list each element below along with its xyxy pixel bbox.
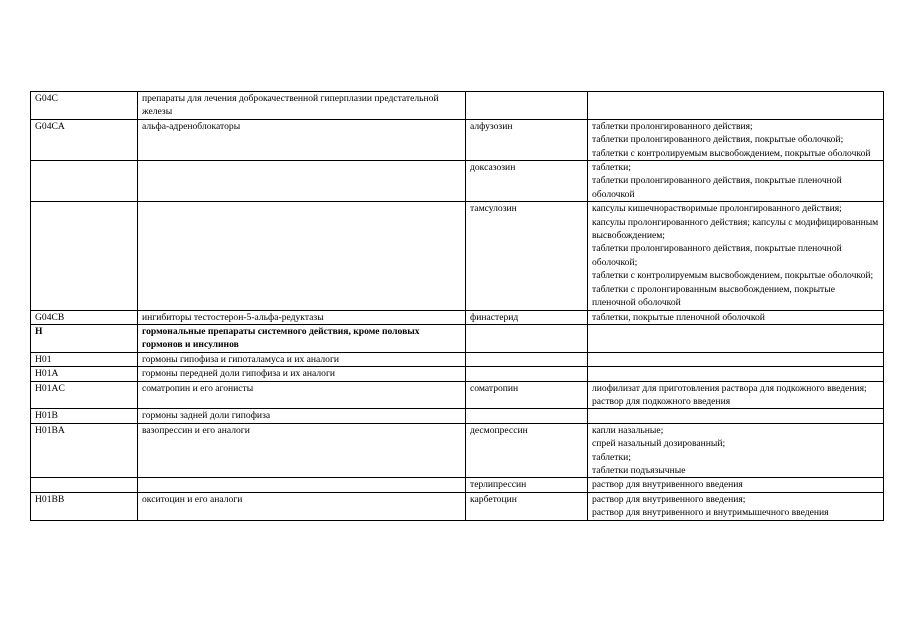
atc-code-cell (31, 161, 138, 202)
dosage-form-line: таблетки с пролонгированным высвобождением, покрытые пленочной оболочкой (592, 283, 835, 309)
dosage-form-line: таблетки с контролируемым высвобождением, покрытые оболочкой; (592, 270, 874, 282)
dosage-form-line: таблетки подъязычные (592, 464, 686, 476)
table-row (31, 492, 884, 520)
group-name-cell: препараты для лечения доброкачественной гиперплазии предстательной железы (138, 92, 466, 120)
group-name-cell: окситоцин и его аналоги (138, 492, 466, 520)
group-name-cell (138, 161, 466, 202)
dosage-forms-cell (588, 310, 884, 324)
drug-name-cell: соматропин (466, 381, 588, 409)
dosage-form-line: раствор для внутривенного и внутримышечного введения (592, 507, 829, 519)
group-name-cell: вазопрессин и его аналоги (138, 423, 466, 478)
dosage-forms-cell (588, 381, 884, 409)
table-row (31, 423, 884, 478)
dosage-forms-cell (588, 478, 884, 492)
dosage-forms-cell (588, 119, 884, 160)
drug-classification-table (30, 91, 884, 521)
group-name-cell: гормоны передней доли гипофиза и их аналоги (138, 367, 466, 381)
drug-name-cell: тамсулозин (466, 202, 588, 310)
group-name-cell: альфа-адреноблокаторы (138, 119, 466, 160)
drug-name-cell: финастерид (466, 310, 588, 324)
table-row (31, 202, 884, 310)
table-row (31, 324, 884, 352)
table-row (31, 381, 884, 409)
group-name-cell (138, 478, 466, 492)
drug-name-cell: доксазозин (466, 161, 588, 202)
dosage-form-line: раствор для подкожного введения (592, 395, 731, 407)
drug-name-cell: десмопрессин (466, 423, 588, 478)
dosage-forms-cell (588, 161, 884, 202)
dosage-form-line: таблетки пролонгированного действия, покрытые оболочкой; (592, 134, 844, 146)
atc-code-cell: H01A (31, 367, 138, 381)
drug-name-cell (466, 367, 588, 381)
dosage-form-line: таблетки; (592, 451, 631, 463)
dosage-forms-cell (588, 324, 884, 352)
atc-code-cell: H01AC (31, 381, 138, 409)
table-row (31, 352, 884, 366)
group-name-cell (138, 202, 466, 310)
table-row (31, 161, 884, 202)
dosage-form-line: лиофилизат для приготовления раствора для подкожного введения; (592, 382, 867, 394)
drug-name-cell (466, 92, 588, 120)
group-name-cell: гормоны гипофиза и гипоталамуса и их аналоги (138, 352, 466, 366)
atc-code-cell: H01B (31, 409, 138, 423)
dosage-form-line: таблетки пролонгированного действия, покрытые пленочной оболочкой (592, 175, 842, 200)
atc-code-cell: G04CA (31, 119, 138, 160)
dosage-forms-cell (588, 492, 884, 520)
dosage-forms-cell (588, 423, 884, 478)
drug-name-cell: карбетоцин (466, 492, 588, 520)
atc-code-cell: H01BA (31, 423, 138, 478)
atc-code-cell: G04CB (31, 310, 138, 324)
table-row (31, 92, 884, 120)
dosage-forms-cell (588, 92, 884, 120)
atc-code-cell: H01 (31, 352, 138, 366)
dosage-form-line: таблетки пролонгированного действия; (592, 120, 753, 132)
table-row (31, 119, 884, 160)
table-row (31, 367, 884, 381)
atc-code-cell: H01BB (31, 492, 138, 520)
dosage-form-line: капсулы пролонгированного действия; капсулы с модифицированным высвобождением; (592, 216, 879, 242)
drug-name-cell (466, 324, 588, 352)
drug-name-cell: алфузозин (466, 119, 588, 160)
group-name-cell: гормональные препараты системного действия, кроме половых гормонов и инсулинов (138, 324, 466, 352)
table-body (31, 92, 884, 521)
drug-name-cell (466, 352, 588, 366)
dosage-form-line: раствор для внутривенного введения; (592, 493, 746, 505)
dosage-form-line: таблетки; (592, 162, 631, 174)
atc-code-cell: G04C (31, 92, 138, 120)
table-row (31, 310, 884, 324)
drug-name-cell: терлипрессин (466, 478, 588, 492)
atc-code-cell (31, 478, 138, 492)
group-name-cell: ингибиторы тестостерон-5-альфа-редуктазы (138, 310, 466, 324)
dosage-form-line: таблетки с контролируемым высвобождением, покрытые оболочкой (592, 147, 871, 159)
dosage-form-line: раствор для внутривенного введения (592, 479, 743, 491)
drug-name-cell (466, 409, 588, 423)
group-name-cell: соматропин и его агонисты (138, 381, 466, 409)
dosage-forms-cell (588, 409, 884, 423)
table-row (31, 478, 884, 492)
dosage-form-line: капли назальные; (592, 424, 664, 436)
dosage-forms-cell (588, 352, 884, 366)
dosage-form-line: таблетки, покрытые пленочной оболочкой (592, 311, 765, 323)
dosage-form-line: капсулы кишечнорастворимые пролонгированного действия; (592, 203, 842, 215)
dosage-forms-cell (588, 202, 884, 310)
atc-code-cell: H (31, 324, 138, 352)
group-name-cell: гормоны задней доли гипофиза (138, 409, 466, 423)
dosage-form-line: таблетки пролонгированного действия, покрытые пленочной оболочкой; (592, 243, 842, 268)
dosage-form-line: спрей назальный дозированный; (592, 438, 726, 450)
table-row (31, 409, 884, 423)
dosage-forms-cell (588, 367, 884, 381)
atc-code-cell (31, 202, 138, 310)
